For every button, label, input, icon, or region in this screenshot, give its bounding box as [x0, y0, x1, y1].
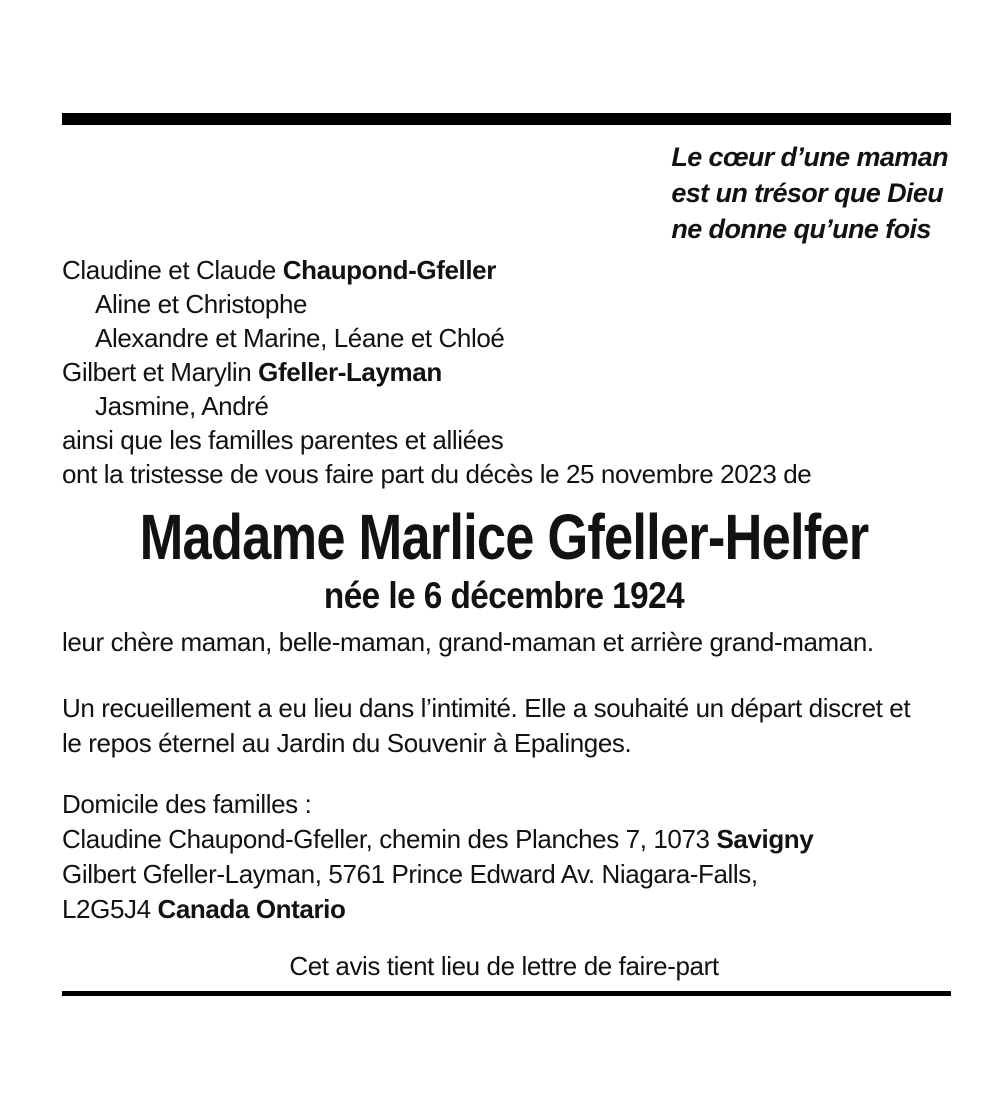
epitaph-quote-line: est un trésor que Dieu	[671, 178, 944, 208]
family-line	[62, 253, 950, 287]
domicile-block	[62, 787, 950, 927]
top-rule-divider	[62, 113, 951, 125]
family-line-text: Aline et Christophe	[95, 289, 308, 319]
family-line	[62, 321, 950, 355]
epitaph-quote	[671, 139, 948, 247]
mourning-family-list	[62, 253, 950, 491]
family-line-text: Alexandre et Marine, Léane et Chloé	[95, 323, 505, 353]
family-line-text: Claudine et Claude	[62, 255, 283, 285]
address-line	[62, 892, 950, 927]
address-line-place: Savigny	[716, 824, 814, 854]
ceremony-line: le repos éternel au Jardin du Souvenir à Epalinges.	[62, 728, 632, 758]
announcement-line-text: ont la tristesse de vous faire part du décès le 25 novembre 2023 de	[62, 459, 812, 489]
family-line-text: ainsi que les familles parentes et alliées	[62, 425, 504, 455]
announcement-line	[62, 457, 950, 491]
family-line	[62, 287, 950, 321]
birth-date-line: née le 6 décembre 1924	[323, 575, 685, 616]
address-line-place: Canada Ontario	[157, 894, 346, 924]
family-line	[62, 423, 950, 457]
family-line-surname: Chaupond-Gfeller	[282, 255, 496, 285]
relation-line: leur chère maman, belle-maman, grand-maman et arrière grand-maman.	[62, 627, 874, 657]
family-line	[62, 389, 950, 423]
address-line	[62, 857, 950, 892]
ceremony-line: Un recueillement a eu lieu dans l’intimité. Elle a souhaité un départ discret et	[62, 693, 911, 723]
address-line	[62, 822, 950, 857]
family-line-text: Gilbert et Marylin	[62, 357, 259, 387]
ceremony-paragraph	[62, 691, 950, 761]
epitaph-quote-line: ne donne qu’une fois	[671, 214, 931, 244]
address-line-text: Claudine Chaupond-Gfeller, chemin des Planches 7, 1073	[62, 824, 717, 854]
bottom-rule-divider	[62, 991, 951, 996]
epitaph-quote-line: Le cœur d’une maman	[671, 142, 948, 172]
family-line-text: Jasmine, André	[95, 391, 269, 421]
domicile-label: Domicile des familles :	[62, 789, 312, 819]
family-line	[62, 355, 950, 389]
faire-part-notice: Cet avis tient lieu de lettre de faire-part	[289, 951, 719, 981]
family-line-surname: Gfeller-Layman	[258, 357, 442, 387]
address-line-text: Gilbert Gfeller-Layman, 5761 Prince Edward Av. Niagara-Falls,	[62, 859, 758, 889]
deceased-name-heading: Madame Marlice Gfeller-Helfer	[139, 501, 869, 573]
address-line-text: L2G5J4	[62, 894, 158, 924]
